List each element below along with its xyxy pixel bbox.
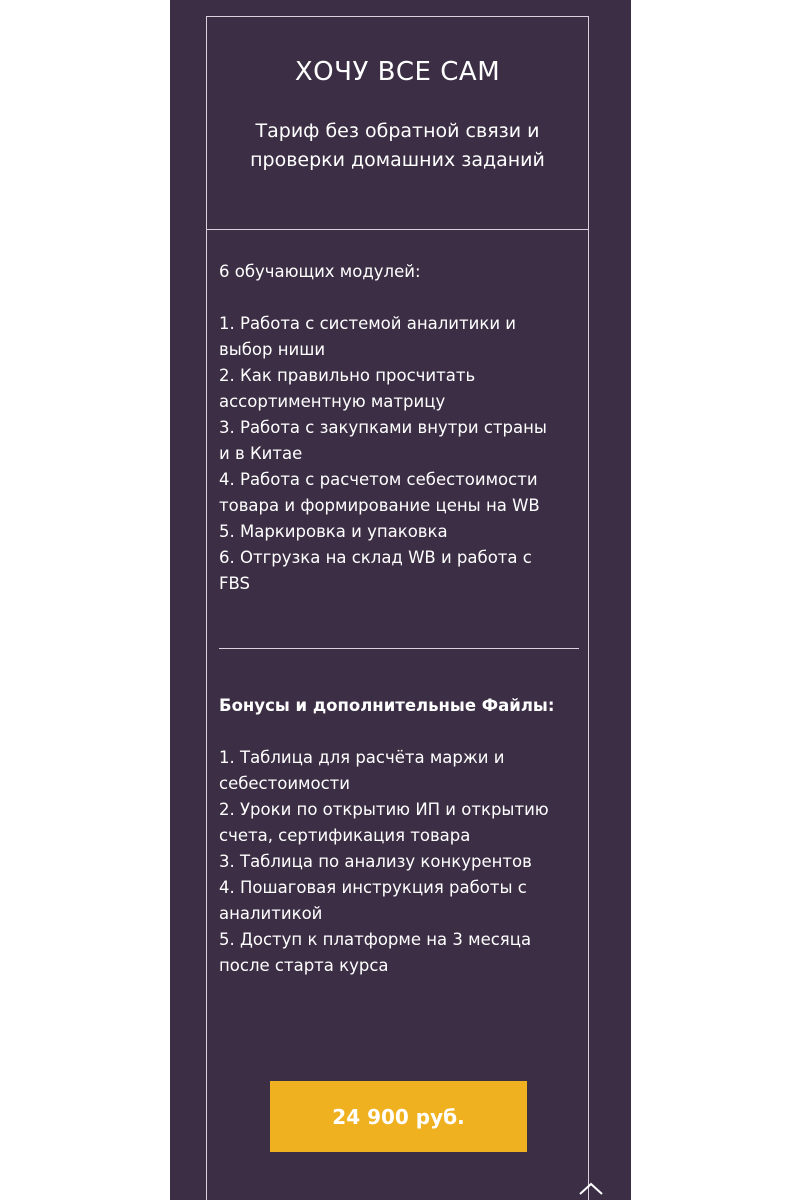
section-divider [219, 648, 579, 649]
list-item: 6. Отгрузка на склад WB и работа с [219, 548, 532, 567]
bonus-heading: Бонусы и дополнительные Файлы: [219, 696, 555, 715]
list-item: 2. Уроки по открытию ИП и открытию [219, 800, 549, 819]
list-item: и в Китае [219, 444, 303, 463]
list-item: 3. Таблица по анализу конкурентов [219, 852, 532, 871]
price-buy-button[interactable]: 24 900 руб. [270, 1081, 527, 1152]
list-item: 3. Работа с закупками внутри страны [219, 418, 547, 437]
modules-list [219, 259, 579, 597]
list-item: FBS [219, 574, 250, 593]
list-item: 4. Работа с расчетом себестоимости [219, 470, 538, 489]
list-item: счета, сертификация товара [219, 826, 471, 845]
list-item: 2. Как правильно просчитать [219, 366, 476, 385]
bonus-list [219, 693, 579, 979]
list-item: 5. Маркировка и упаковка [219, 522, 448, 541]
list-item: 4. Пошаговая инструкция работы с [219, 878, 527, 897]
modules-heading: 6 обучающих модулей: [219, 262, 421, 281]
list-item: 1. Работа с системой аналитики и [219, 314, 517, 333]
tariff-panel [170, 0, 631, 1200]
list-item: товара и формирование цены на WB [219, 496, 540, 515]
list-item: после старта курса [219, 956, 389, 975]
plan-subtitle [227, 117, 568, 175]
tariff-card-header [207, 17, 588, 230]
plan-subtitle-line: проверки домашних заданий [250, 149, 545, 171]
list-item: выбор ниши [219, 340, 326, 359]
list-item: 1. Таблица для расчёта маржи и [219, 748, 505, 767]
list-item: 5. Доступ к платформе на 3 месяца [219, 930, 532, 949]
list-item: ассортиментную матрицу [219, 392, 446, 411]
list-item: аналитикой [219, 904, 323, 923]
list-item: себестоимости [219, 774, 351, 793]
chevron-up-icon[interactable] [576, 1178, 606, 1200]
plan-title: ХОЧУ ВСЕ САМ [294, 57, 501, 87]
tariff-card [206, 16, 589, 1200]
plan-subtitle-line: Тариф без обратной связи и [255, 120, 540, 142]
chevron-up-icon-svg [576, 1178, 606, 1200]
